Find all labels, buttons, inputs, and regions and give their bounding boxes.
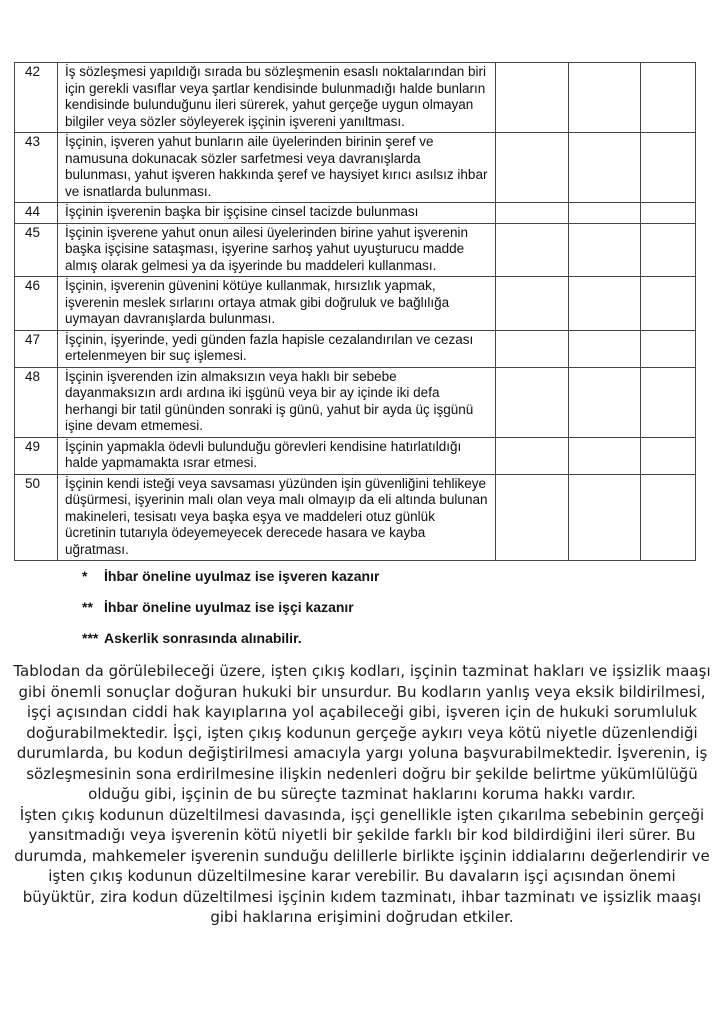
footnote xyxy=(82,567,724,585)
empty-cell xyxy=(569,474,641,561)
code-cell: 47 xyxy=(15,330,58,367)
footnote-text: Askerlik sonrasında alınabilir. xyxy=(104,630,302,646)
code-cell: 44 xyxy=(15,203,58,224)
empty-cell xyxy=(569,330,641,367)
empty-cell xyxy=(641,437,696,474)
code-cell: 50 xyxy=(15,474,58,561)
code-cell: 42 xyxy=(15,63,58,133)
footnotes xyxy=(82,567,724,647)
table-row xyxy=(15,203,696,224)
footnote-text: İhbar öneline uyulmaz ise işçi kazanır xyxy=(104,599,354,615)
description-cell: İşçinin, işverenin güvenini kötüye kullanmak, hırsızlık yapmak, işverenin meslek sırlarını ortaya atmak gibi doğruluk ve bağlılığa uymayan davranışlarda bulunması. xyxy=(58,277,496,331)
empty-cell xyxy=(569,63,641,133)
footnote-marker: * xyxy=(82,568,88,584)
table-row xyxy=(15,63,696,133)
paragraph: İşten çıkış kodunun düzeltilmesi davasında, işçi genellikle işten çıkarılma sebebinin gerçeği yansıtmadığı veya işverenin kötü niyetli bir şekilde farklı bir kod bildirdiğini ileri sürer. Bu durumda, mahkemeler işverenin sunduğu delillerle birlikte işçinin iddialarını değerlendirir ve işten çıkış kodunun düzeltilmesine karar verebilir. Bu davaların işçi açısından önemi büyüktür, zira kodun düzeltilmesi işçinin kıdem tazminatı, ihbar tazminatı ve işsizlik maaşı gibi haklarına erişimini doğrudan etkiler. xyxy=(14,805,710,926)
empty-cell xyxy=(641,133,696,203)
empty-cell xyxy=(496,63,569,133)
footnote-marker: ** xyxy=(82,599,93,615)
empty-cell xyxy=(569,277,641,331)
description-cell: İşçinin işverene yahut onun ailesi üyelerinden birine yahut işverenin başka işçisine sataşması, işyerine sarhoş yahut uyuşturucu madde almış olarak gelmesi ya da işyerinde bu maddeleri kullanması. xyxy=(58,223,496,277)
empty-cell xyxy=(569,223,641,277)
table-row xyxy=(15,474,696,561)
empty-cell xyxy=(496,203,569,224)
empty-cell xyxy=(569,437,641,474)
description-cell: İşçinin işverenin başka bir işçisine cinsel tacizde bulunması xyxy=(58,203,496,224)
description-cell: İş sözleşmesi yapıldığı sırada bu sözleşmenin esaslı noktalarından biri için gerekli vasıflar veya şartlar kendisinde bulunmadığı halde bunların kendisinde bulunduğunu ileri sürerek, yahut gerçeğe uygun olmayan bilgiler veya sözler söyleyerek işçinin işvereni yanıltması. xyxy=(58,63,496,133)
code-cell: 48 xyxy=(15,367,58,437)
empty-cell xyxy=(569,203,641,224)
paragraph: Tablodan da görülebileceği üzere, işten çıkış kodları, işçinin tazminat hakları ve işsizlik maaşı gibi önemli sonuçlar doğuran hukuki bir unsurdur. Bu kodların yanlış veya eksik bildirilmesi, işçi açısından ciddi hak kayıplarına yol açabileceği gibi, işveren için de hukuki sorumluluk doğurabilmektedir. İşçi, işten çıkış kodunun gerçeğe aykırı veya kötü niyetle düzenlendiği durumlarda, bu kodun değiştirilmesi amacıyla yargı yoluna başvurabilmektedir. İşverenin, iş sözleşmesinin sona erdirilmesine ilişkin nedenleri doğru bir şekilde belirtme yükümlülüğü olduğu gibi, işçinin de bu süreçte tazminat haklarını koruma hakkı vardır. xyxy=(13,662,711,803)
table-row xyxy=(15,277,696,331)
empty-cell xyxy=(641,277,696,331)
empty-cell xyxy=(569,367,641,437)
body-text xyxy=(10,661,714,928)
code-cell: 46 xyxy=(15,277,58,331)
empty-cell xyxy=(496,277,569,331)
empty-cell xyxy=(496,133,569,203)
footnote-marker: *** xyxy=(82,630,99,646)
footnote xyxy=(82,629,724,647)
empty-cell xyxy=(496,367,569,437)
table-row xyxy=(15,133,696,203)
code-cell: 43 xyxy=(15,133,58,203)
empty-cell xyxy=(641,203,696,224)
description-cell: İşçinin kendi isteği veya savsaması yüzünden işin güvenliğini tehlikeye düşürmesi, işyerinin malı olan veya malı olmayıp da eli altında bulunan makineleri, tesisatı veya başka eşya ve maddeleri otuz günlük ücretinin tutarıyla ödeyemeyecek derecede hasara ve kayba uğratması. xyxy=(58,474,496,561)
table-row xyxy=(15,437,696,474)
table-row xyxy=(15,223,696,277)
empty-cell xyxy=(641,367,696,437)
empty-cell xyxy=(641,330,696,367)
table-row xyxy=(15,367,696,437)
empty-cell xyxy=(496,474,569,561)
empty-cell xyxy=(496,437,569,474)
exit-code-table xyxy=(14,62,696,561)
empty-cell xyxy=(641,474,696,561)
description-cell: İşçinin, işyerinde, yedi günden fazla hapisle cezalandırılan ve cezası ertelenmeyen bir suç işlemesi. xyxy=(58,330,496,367)
description-cell: İşçinin yapmakla ödevli bulunduğu görevleri kendisine hatırlatıldığı halde yapmamakta ısrar etmesi. xyxy=(58,437,496,474)
empty-cell xyxy=(569,133,641,203)
description-cell: İşçinin işverenden izin almaksızın veya haklı bir sebebe dayanmaksızın ardı ardına iki işgünü veya bir ay içinde iki defa herhangi bir tatil gününden sonraki iş günü, yahut bir ayda üç işgünü işine devam etmemesi. xyxy=(58,367,496,437)
footnote xyxy=(82,598,724,616)
empty-cell xyxy=(496,223,569,277)
empty-cell xyxy=(641,63,696,133)
empty-cell xyxy=(496,330,569,367)
empty-cell xyxy=(641,223,696,277)
footnote-text: İhbar öneline uyulmaz ise işveren kazanır xyxy=(104,568,380,584)
code-cell: 49 xyxy=(15,437,58,474)
code-cell: 45 xyxy=(15,223,58,277)
description-cell: İşçinin, işveren yahut bunların aile üyelerinden birinin şeref ve namusuna dokunacak sözler sarfetmesi veya davranışlarda bulunması, yahut işveren hakkında şeref ve haysiyet kırıcı asılsız ihbar ve isnatlarda bulunması. xyxy=(58,133,496,203)
table-row xyxy=(15,330,696,367)
exit-code-table-body xyxy=(15,63,696,561)
